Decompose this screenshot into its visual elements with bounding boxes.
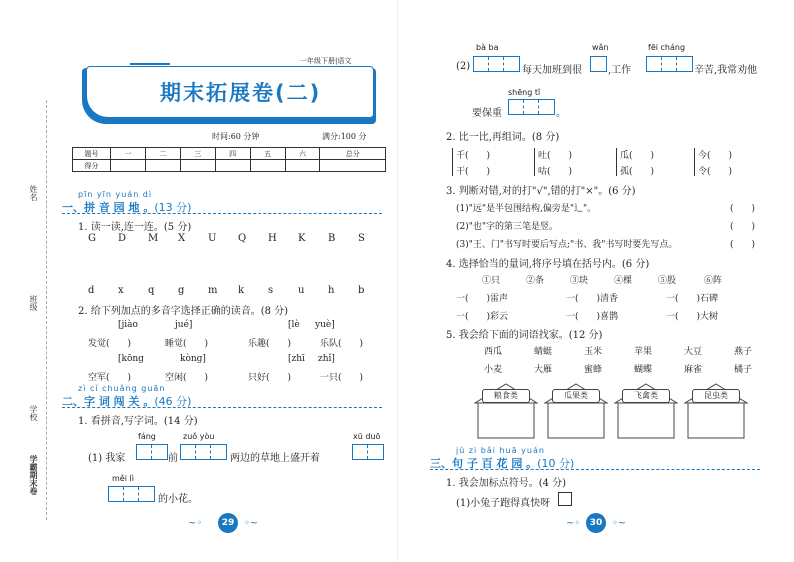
punctuation-sentence: (1)小兔子跑得真快呀 xyxy=(456,498,551,509)
measure-option: ④棵 xyxy=(614,276,633,286)
compare-word[interactable]: 干( ) xyxy=(456,167,491,177)
binding-line xyxy=(46,100,47,520)
measure-option: ②条 xyxy=(526,276,545,286)
page-number-left: 29 xyxy=(218,513,238,533)
poly-option-yue: yuè] xyxy=(315,320,335,330)
write-grid-baba[interactable] xyxy=(473,56,520,72)
pinyin-zuoyou: zuǒ yòu xyxy=(183,432,215,441)
sentence-1-start: (1) 我家 xyxy=(88,453,126,464)
question-1-2: 2. 给下列加点的多音字选择正确的读音。(8 分) xyxy=(78,306,289,317)
lower-letter[interactable]: g xyxy=(178,285,185,296)
measure-blank[interactable]: 一( )石碑 xyxy=(666,294,719,304)
lower-letter[interactable]: k xyxy=(238,285,245,296)
write-grid-feichang[interactable] xyxy=(646,56,693,72)
page-number-right: 30 xyxy=(586,513,606,533)
judge-item: (2)"也"字的第三笔是竖。 xyxy=(456,222,559,232)
lower-letter[interactable]: h xyxy=(328,285,335,296)
compare-brace xyxy=(694,148,697,176)
upper-letter[interactable]: M xyxy=(148,233,159,244)
poly-word[interactable]: 空闲( ) xyxy=(165,373,209,383)
judge-answer[interactable]: ( ) xyxy=(730,222,756,232)
sentence-1-mid: 两边的草地上盛开着 xyxy=(230,453,320,464)
score-cell[interactable] xyxy=(320,160,386,172)
pinyin-wan: wǎn xyxy=(592,43,609,52)
upper-letter[interactable]: D xyxy=(118,233,127,244)
measure-blank[interactable]: 一( )彩云 xyxy=(456,312,509,322)
compare-word[interactable]: 千( ) xyxy=(456,151,491,161)
left-page-deco2: ◦~ xyxy=(244,518,259,529)
right-page xyxy=(398,0,794,562)
side-label-class: 班级 xyxy=(29,295,38,311)
word-item[interactable]: 小麦 xyxy=(484,365,503,375)
house-insect[interactable] xyxy=(684,383,748,439)
measure-option: ③块 xyxy=(570,276,589,286)
upper-letter[interactable]: X xyxy=(178,233,186,244)
write-grid-zuoyou[interactable] xyxy=(180,444,227,460)
lower-letter[interactable]: x xyxy=(118,285,124,296)
question-1-1: 1. 读一读,连一连。(5 分) xyxy=(78,222,192,233)
sentence-2-d: 要保重 xyxy=(472,108,502,119)
pinyin-baba: bà ba xyxy=(476,43,499,52)
poly-word[interactable]: 空军( ) xyxy=(88,373,132,383)
upper-letter[interactable]: Q xyxy=(238,233,247,244)
page-title: 期末拓展卷(二) xyxy=(160,81,322,105)
measure-blank[interactable]: 一( )喜鹊 xyxy=(566,312,619,322)
poly-word[interactable]: 一只( ) xyxy=(320,373,364,383)
upper-letter[interactable]: G xyxy=(88,233,96,244)
grade-tag: 一年级下册|语文 xyxy=(300,57,352,65)
word-item[interactable]: 大雁 xyxy=(534,365,553,375)
left-page-deco: ~◦ xyxy=(188,518,203,529)
house-grain[interactable] xyxy=(474,383,538,439)
word-item[interactable]: 燕子 xyxy=(734,347,753,357)
question-3-1: 1. 我会加标点符号。(4 分) xyxy=(446,478,567,489)
poly-word[interactable]: 睡觉( ) xyxy=(165,339,209,349)
word-item[interactable]: 大豆 xyxy=(684,347,703,357)
score-cell[interactable] xyxy=(145,160,180,172)
question-2-4: 4. 选择恰当的量词,将序号填在括号内。(6 分) xyxy=(446,259,650,270)
lower-letter[interactable]: b xyxy=(358,285,365,296)
score-cell[interactable] xyxy=(111,160,146,172)
write-grid-shenti[interactable] xyxy=(508,99,555,115)
pinyin-xuduo: xū duō xyxy=(353,432,381,441)
poly-word[interactable]: 乐趣( ) xyxy=(248,339,292,349)
pinyin-fang: fáng xyxy=(138,432,156,441)
right-page-deco2: ◦~ xyxy=(612,518,627,529)
write-grid-meili[interactable] xyxy=(108,486,155,502)
pinyin-shenti: shēng tǐ xyxy=(508,88,541,97)
upper-letter[interactable]: S xyxy=(358,233,365,244)
section1-points: (13 分) xyxy=(154,201,192,214)
section3-pinyin: jù zi bǎi huā yuán xyxy=(456,446,545,455)
lower-letter[interactable]: u xyxy=(298,285,305,296)
section2-underline xyxy=(62,407,382,408)
section2-points: (46 分) xyxy=(154,395,192,408)
judge-answer[interactable]: ( ) xyxy=(730,204,756,214)
poly-option-kong1: [kōng xyxy=(118,354,144,364)
score-header-cell: 三 xyxy=(180,148,215,160)
word-item[interactable]: 蜻蜓 xyxy=(534,347,553,357)
section3-underline xyxy=(430,469,760,470)
write-grid-fang[interactable] xyxy=(136,444,168,460)
full-score-text: 满分:100 分 xyxy=(322,132,367,141)
measure-blank[interactable]: 一( )清香 xyxy=(566,294,619,304)
question-2-1: 1. 看拼音,写字词。(14 分) xyxy=(78,416,198,427)
poly-word[interactable]: 乐队( ) xyxy=(320,339,364,349)
score-header-cell: 二 xyxy=(145,148,180,160)
house-label: 瓜果类 xyxy=(552,389,600,403)
house-label: 粮食类 xyxy=(482,389,530,403)
lower-letter[interactable]: d xyxy=(88,285,95,296)
compare-word[interactable]: 今( ) xyxy=(698,151,733,161)
house-label: 飞禽类 xyxy=(622,389,670,403)
score-header-cell: 五 xyxy=(250,148,285,160)
word-item[interactable]: 橘子 xyxy=(734,365,753,375)
house-fruit[interactable] xyxy=(544,383,608,439)
lower-letter[interactable]: m xyxy=(208,285,218,296)
judge-answer[interactable]: ( ) xyxy=(730,240,756,250)
question-2-2: 2. 比一比,再组词。(8 分) xyxy=(446,132,560,143)
poly-option-zhi1: [zhī xyxy=(288,354,305,364)
punctuation-box[interactable] xyxy=(558,492,572,506)
measure-option: ①只 xyxy=(482,276,501,286)
section1-title-text: 一、拼 音 园 地 。 xyxy=(62,201,155,214)
word-item[interactable]: 西瓜 xyxy=(484,347,503,357)
upper-letter[interactable]: U xyxy=(208,233,217,244)
question-2-5: 5. 我会给下面的词语找家。(12 分) xyxy=(446,330,603,341)
lower-letter[interactable]: q xyxy=(148,285,155,296)
judge-item: (1)"远"是半包围结构,偏旁是"辶"。 xyxy=(456,204,597,214)
sentence-2-b: ,工作 xyxy=(608,65,632,76)
write-grid-wan[interactable] xyxy=(590,56,607,72)
poly-option-jue: jué] xyxy=(175,320,193,330)
measure-blank[interactable]: 一( )大树 xyxy=(666,312,719,322)
compare-word[interactable]: 瓜( ) xyxy=(620,151,655,161)
poly-option-zhi3: zhǐ] xyxy=(318,354,335,364)
score-cell[interactable] xyxy=(215,160,250,172)
score-header-cell: 总分 xyxy=(320,148,386,160)
section2-pinyin: zì cí chuǎng guān xyxy=(78,384,166,393)
title-deco-line xyxy=(130,63,170,65)
poly-word[interactable]: 发觉( ) xyxy=(88,339,132,349)
upper-letter[interactable]: K xyxy=(298,233,306,244)
pinyin-meili: měi lì xyxy=(112,474,134,483)
score-table xyxy=(72,147,386,172)
poly-word[interactable]: 只好( ) xyxy=(248,373,292,383)
section2-title-text: 二、字 词 闯 关 。 xyxy=(62,395,155,408)
compare-brace xyxy=(452,148,455,176)
compare-word[interactable]: 吐( ) xyxy=(538,151,573,161)
upper-letter[interactable]: H xyxy=(268,233,277,244)
compare-brace xyxy=(616,148,619,176)
score-cell[interactable] xyxy=(180,160,215,172)
sentence-2-c: 辛苦,我常劝他 xyxy=(694,65,758,76)
word-item[interactable]: 苹果 xyxy=(634,347,653,357)
sentence-2-num: (2) xyxy=(456,61,471,72)
time-text: 时间:60 分钟 xyxy=(212,132,260,141)
side-label-school: 学校 xyxy=(29,405,38,421)
judge-item: (3)"王、门"书写时要后写点;"书、我"书写时要先写点。 xyxy=(456,240,678,250)
word-item[interactable]: 蜜蜂 xyxy=(584,365,603,375)
measure-option: ⑤股 xyxy=(658,276,677,286)
poly-option-kong4: kòng] xyxy=(180,354,206,364)
lower-letter[interactable]: s xyxy=(268,285,274,296)
word-item[interactable]: 玉米 xyxy=(584,347,603,357)
score-header-cell: 六 xyxy=(285,148,320,160)
sentence-2-a: 每天加班到很 xyxy=(522,65,582,76)
lower-letters-row xyxy=(88,285,388,296)
side-label-name: 姓名 xyxy=(29,185,38,201)
word-item[interactable]: 麻雀 xyxy=(684,365,703,375)
question-2-3: 3. 判断对错,对的打"√",错的打"×"。(6 分) xyxy=(446,186,636,197)
sentence-1-end: 的小花。 xyxy=(158,494,198,505)
sentence-2-end: 。 xyxy=(556,108,566,119)
write-grid-xuduo[interactable] xyxy=(352,444,384,460)
poly-option-jiao: [jiào xyxy=(118,320,138,330)
score-header-cell: 四 xyxy=(215,148,250,160)
section3-title-text: 三、句 子 百 花 园 。 xyxy=(430,457,538,470)
section3-points: (10 分) xyxy=(537,457,575,470)
sentence-1-qian: 前 xyxy=(168,453,178,464)
house-label: 昆虫类 xyxy=(692,389,740,403)
score-header-cell: 一 xyxy=(111,148,146,160)
measure-option: ⑥阵 xyxy=(704,276,723,286)
compare-word[interactable]: 孤( ) xyxy=(620,167,655,177)
right-page-deco: ~◦ xyxy=(566,518,581,529)
upper-letter[interactable]: B xyxy=(328,233,336,244)
poly-option-le: [lè xyxy=(288,320,300,330)
section1-underline xyxy=(62,213,382,214)
side-label-brand: 学霸期末卷 xyxy=(29,455,38,495)
compare-brace xyxy=(534,148,537,176)
house-bird[interactable] xyxy=(614,383,678,439)
compare-word[interactable]: 令( ) xyxy=(698,167,733,177)
upper-letters-row xyxy=(88,233,388,244)
pinyin-feichang: fēi cháng xyxy=(648,43,686,52)
measure-blank[interactable]: 一( )雷声 xyxy=(456,294,509,304)
score-row-label: 得分 xyxy=(73,160,111,172)
compare-word[interactable]: 咕( ) xyxy=(538,167,573,177)
section1-pinyin: pīn yīn yuán dì xyxy=(78,190,153,199)
word-item[interactable]: 蝴蝶 xyxy=(634,365,653,375)
score-cell[interactable] xyxy=(250,160,285,172)
score-header-cell: 题号 xyxy=(73,148,111,160)
score-cell[interactable] xyxy=(285,160,320,172)
